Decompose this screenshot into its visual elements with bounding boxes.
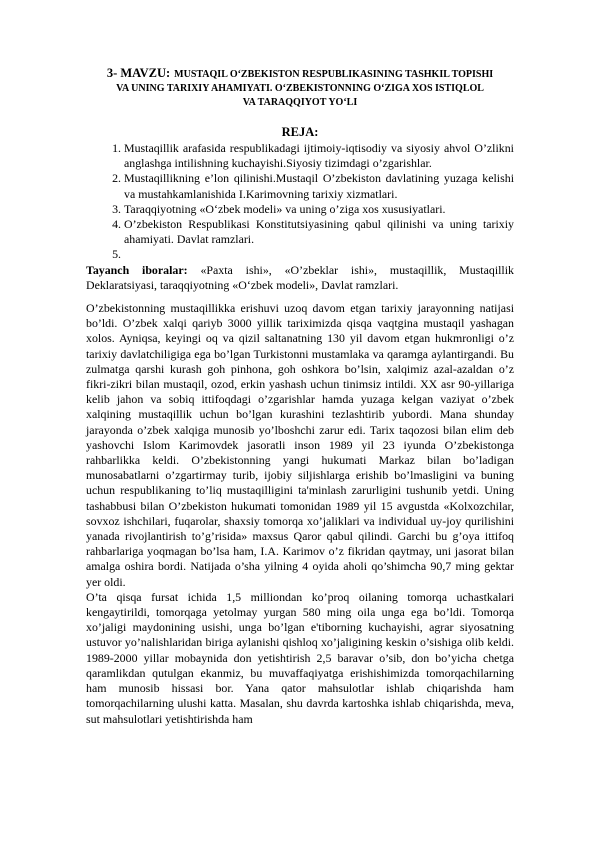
- topic-number: 3- MAVZU:: [106, 66, 171, 80]
- keywords-text: «Paxta ishi», «O’zbeklar ishi», mustaqillik, Mustaqillik Deklaratsiyasi, taraqqiyotning «O‘zbek modeli», Davlat ramzlari.: [86, 262, 514, 292]
- plan-item: 2. Mustaqillikning e’lon qilinishi.Mustaqil O’zbekiston davlatining yuzaga kelishi va mustahkamlanishida I.Karimovning tarixiy xizmatlari.: [124, 171, 514, 201]
- plan-item: 4. O’zbekiston Respublikasi Konstitutsiyasining qabul qilinishi va uning tarixiy ahamiyati. Davlat ramzlari.: [124, 217, 514, 247]
- plan-heading: REJA:: [281, 125, 319, 139]
- keywords-label: Tayanch iboralar:: [86, 262, 188, 277]
- body-paragraph: O’ta qisqa fursat ichida 1,5 milliondan ko’proq oilaning tomorqa uchastkalari kengaytirildi, tomorqaga yetolmay yurgan 580 ming oila unga ega bo’ldi. Tomorqa xo’jaligi maydonining usishi, unga bo’lgan e'tiborning kuchayishi, agrar siyosatning ustuvor yo’nalishlaridan biriga aylanishi qishloq xo’jaligining keskin o’sishiga olib keldi. 1989-2000 yillar mobaynida don yetishtirish 2,5 baravar o’sib, don bo’yicha chetga qaramlikdan qutulgan ekanmiz, bu muvaffaqiyatga erishishimizda tomorqachilarning ham munosib hissasi bor. Yana qator mahsulotlar ishlab chiqarishda ham tomorqachilarning ulushi katta. Masalan, shu davrda kartoshka ishlab chiqarishda, meva, sut mahsulotlari yetishtirishda ham: [86, 589, 514, 726]
- plan-item: 1. Mustaqillik arafasida respublikadagi ijtimoiy-iqtisodiy va siyosiy ahvol O’zlikni anglashga intilishning kuchayishi.Siyosiy tizimdagi o’zgarishlar.: [124, 141, 514, 171]
- keywords-paragraph: [86, 263, 514, 293]
- plan-item-empty: [124, 247, 514, 262]
- title-line-1: MUSTAQIL O‘ZBEKISTON RESPUBLIKASINING TASHKIL TOPISHI: [174, 69, 494, 80]
- title-line-2: VA UNING TARIXIY AHAMIYATI. O‘ZBEKISTONNING O‘ZIGA XOS ISTIQLOL: [116, 83, 484, 94]
- body-paragraph: O’zbekistonning mustaqillikka erishuvi uzoq davom etgan tarixiy jarayonning natijasi bo’ldi. O’zbek xalqi qariyb 3000 yillik tariximizda qisqa vaqtgina mustaqil yashagan xolos. Ayniqsa, keyingi oq va qizil saltanatning 130 yil davom etgan hukmronligi o’z tarixiy davlatchiligiga ega bo’lgan Turkistonni mustamlaka va qaramga aylantirgandi. Bu zulmatga qarshi kurash goh pinhona, goh oshkora bo’lsin, xalqimiz azal-azaldan o’z fikri-zikri bilan mustaqil, ozod, erkin yashash uchun tinimsiz intildi. XX asr 90-yillariga kelib jahon va sobiq ittifoqdagi o’zgarishlar hamda yuzaga kelgan vaziyat o’zbek xalqining mustaqillik uchun bo’lgan kurashini tezlashtirib yubordi. Mana shunday jarayonda o’zbek xalqiga munosib yo’lboshchi zarur edi. Tarix taqozosi bilan elim deb yashovchi Islom Karimovdek jasoratli inson 1989 yil 23 iyunda O’zbekistonga rahbarlikka keldi. O’zbekistonning yangi hukumati Markaz bilan bo’ladigan munosabatlarni o’zgartirmay turib, ijobiy siljishlarga erishib bo’lmasligini va buning uchun respublikaning to’liq mustaqilligini ta'minlash zarurligini tushunib yetdi. Uning tashabbusi bilan O’zbekiston hukumati tomonidan 1989 yil 15 avgustda «Kolxozchilar, sovxoz ishchilari, fuqarolar, shaxsiy tomorqa xo’jaliklari va individual uy-joy qurilishini yanada rivojlantirish to’g’risida» maxsus Qaror qabul qilindi. Garchi bu g’oya ittifoq rahbarlariga yoqmagan bo’lsa ham, I.A. Karimov o’z fikridan qaytmay, uni jasorat bilan amalga oshira bordi. Natijada o’sha yilning 4 oyida aholi qo’shimcha 90,7 ming gektar yer oldi.: [86, 301, 514, 589]
- document-title: [86, 66, 514, 110]
- plan-item: 3. Taraqqiyotning «O‘zbek modeli» va uning o’ziga xos xususiyatlari.: [124, 202, 514, 217]
- title-line-3: VA TARAQQIYOT YO‘LI: [242, 97, 358, 108]
- plan-list: [86, 141, 514, 263]
- document-page: [86, 66, 514, 727]
